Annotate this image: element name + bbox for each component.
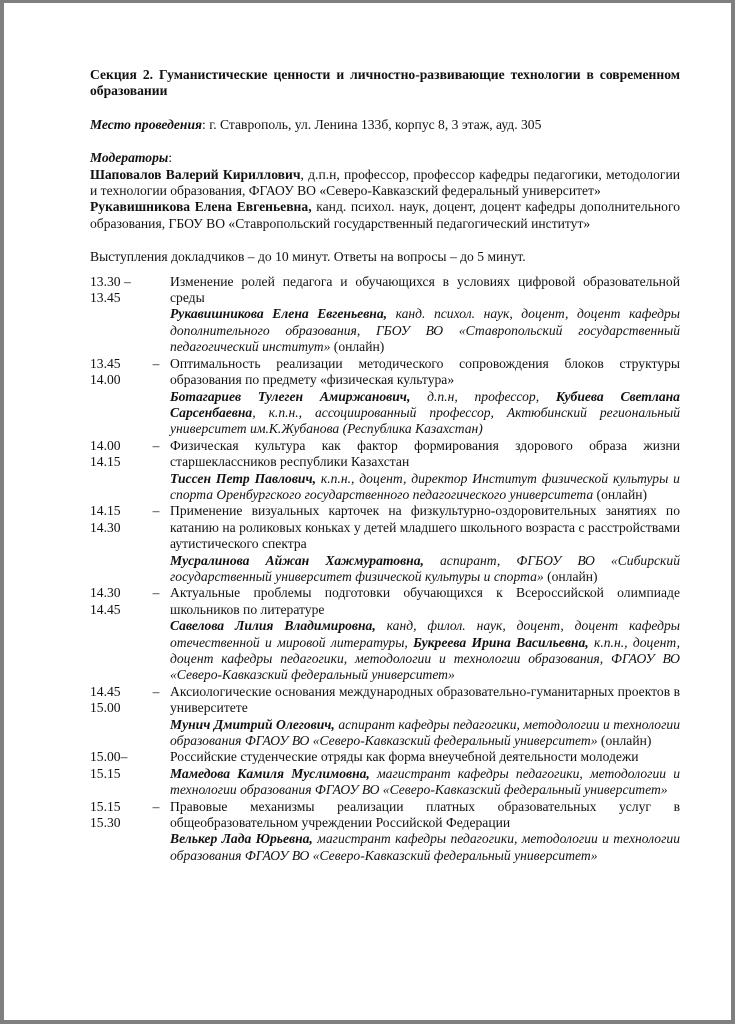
program-item — [90, 684, 680, 750]
talk-speaker — [170, 831, 680, 864]
program-item — [90, 356, 680, 438]
speaker-name: Букреева Ирина Васильевна, — [413, 634, 589, 650]
program-details — [170, 749, 680, 798]
time-start: 15.00– — [90, 749, 128, 765]
venue-line — [90, 117, 680, 133]
time-start: 13.45 — [90, 355, 121, 371]
time-dash: – — [152, 503, 160, 519]
time-end: 14.15 — [90, 454, 121, 470]
program-time — [90, 684, 142, 750]
speaker-affiliation: аспирант кафедры педагогики, методологии и технологии образования ФГАОУ ВО «Северо-Кавказский федеральный университет» — [170, 716, 680, 749]
talk-topic: Актуальные проблемы подготовки обучающихся к Всероссийской олимпиаде школьников по литературе — [170, 585, 680, 617]
time-start: 14.45 — [90, 683, 121, 699]
speaker-affiliation: , к.п.н., ассоциированный профессор, Актюбинский региональный университет им.К.Жубанова (Республика Казахстан) — [170, 404, 680, 437]
program-time — [90, 438, 142, 504]
program-time — [90, 799, 142, 865]
talk-speaker — [170, 471, 680, 504]
talk-topic: Оптимальность реализации методического сопровождения блоков структуры образования по предмету «физическая культура» — [170, 355, 680, 388]
time-dash: – — [152, 437, 160, 453]
moderator-name: Шаповалов Валерий Кириллович — [90, 166, 301, 182]
program-item — [90, 503, 680, 585]
talk-speaker — [170, 766, 680, 799]
talk-topic: Правовые механизмы реализации платных образовательных услуг в общеобразовательном учреждении Российской Федерации — [170, 798, 680, 831]
program-details — [170, 684, 680, 750]
talk-speaker — [170, 306, 680, 355]
time-start: 13.30 – — [90, 273, 131, 289]
speaker-name: Мунич Дмитрий Олегович, — [170, 716, 335, 732]
program-details — [170, 438, 680, 504]
moderator-item — [90, 199, 680, 232]
time-end: 15.00 — [90, 700, 121, 716]
speaker-affiliation: к.п.н., доцент, директор Институт физической культуры и спорта Оренбургского государственного педагогического университета — [170, 470, 680, 502]
talk-speaker — [170, 618, 680, 684]
speaker-name: Мамедова Камиля Муслимовна, — [170, 765, 370, 781]
talk-topic: Физическая культура как фактор формирования здорового образа жизни старшеклассников республики Казахстан — [170, 437, 680, 470]
document-content — [90, 67, 680, 864]
program-time — [90, 356, 142, 438]
speaker-name: Кубиева Светлана Сарсенбаевна — [170, 388, 680, 420]
program-details — [170, 585, 680, 683]
time-start: 14.00 — [90, 437, 121, 453]
moderator-item — [90, 167, 680, 200]
program-item — [90, 799, 680, 865]
speaker-affiliation: (онлайн) — [597, 733, 652, 749]
moderator-name: Рукавишникова Елена Евгеньевна, — [90, 199, 312, 215]
speaker-affiliation: (онлайн) — [543, 568, 598, 584]
venue-value: : г. Ставрополь, ул. Ленина 133б, корпус 8, 3 этаж, ауд. 305 — [202, 116, 542, 132]
speaker-name: Ботагариев Тулеген Амиржанович, — [170, 388, 411, 404]
speaker-affiliation: д.п.н, профессор, — [410, 388, 556, 404]
time-dash — [142, 749, 170, 798]
speaker-affiliation: канд, филол. наук, доцент, доцент кафедры отечественной и мировой литературы, — [170, 618, 680, 650]
talk-speaker — [170, 389, 680, 438]
program-details — [170, 799, 680, 865]
program-item — [90, 438, 680, 504]
moderators-label: Модераторы — [90, 150, 169, 166]
time-dash: – — [152, 798, 160, 814]
program-item — [90, 274, 680, 356]
time-end: 14.45 — [90, 601, 121, 617]
program-time — [90, 503, 142, 585]
speaker-affiliation: канд. психол. наук, доцент, доцент кафедры дополнительного образования, ГБОУ ВО «Ставропольский государственный педагогический институт» — [170, 306, 680, 355]
speaker-name: Мусралинова Айжан Хажмуратовна, — [170, 552, 424, 568]
time-dash: – — [152, 683, 160, 699]
speaker-name: Тиссен Петр Павлович, — [170, 470, 316, 486]
talk-speaker — [170, 553, 680, 586]
section-title: Секция 2. Гуманистические ценности и личностно-развивающие технологии в современном образовании — [90, 67, 680, 99]
document-page — [4, 3, 731, 1020]
speaker-affiliation: магистрант кафедры педагогики, методологии и технологии образования ФГАОУ ВО «Северо-Кавказский федеральный университет» — [170, 765, 681, 798]
venue-label: Место проведения — [90, 116, 203, 132]
time-start: 15.15 — [90, 798, 121, 814]
program-time — [90, 274, 142, 356]
program-time — [90, 749, 142, 798]
speaker-affiliation: (онлайн) — [593, 486, 648, 502]
talk-topic: Российские студенческие отряды как форма внеучебной деятельности молодежи — [170, 749, 639, 765]
speaker-name: Савелова Лилия Владимировна, — [170, 618, 376, 634]
moderator-details: канд. психол. наук, доцент, доцент кафедры дополнительного образования, ГБОУ ВО «Ставропольский государственный педагогический институт» — [90, 199, 680, 231]
rules-line: Выступления докладчиков – до 10 минут. Ответы на вопросы – до 5 минут. — [90, 249, 526, 265]
speaker-name: Велькер Лада Юрьевна, — [170, 831, 313, 847]
speaker-affiliation: к.п.н., доцент, доцент кафедры педагогики, методологии и технологии образования, ФГАОУ ВО «Северо-Кавказский федеральный университет» — [170, 634, 680, 683]
talk-topic: Аксиологические основания международных образовательно-гуманитарных проектов в университете — [170, 683, 680, 716]
program-details — [170, 356, 680, 438]
moderator-details: , д.п.н, профессор, профессор кафедры педагогики, методологии и технологии образования, ФГАОУ ВО «Северо-Кавказский федеральный университет» — [90, 166, 680, 199]
time-dash: – — [152, 585, 160, 601]
time-end: 13.45 — [90, 290, 121, 306]
moderators-block — [90, 150, 680, 232]
program-details — [170, 274, 680, 356]
program-time — [90, 585, 142, 683]
time-dash: – — [152, 355, 160, 371]
speaker-name: Рукавишникова Елена Евгеньевна, — [170, 306, 388, 322]
talk-topic: Применение визуальных карточек на физкультурно-оздоровительных занятиях по катанию на роликовых коньках у детей младшего школьного возраста с расстройствами аутистического спектра — [170, 503, 680, 552]
moderators-heading: Модераторы: — [90, 150, 173, 166]
talk-topic: Изменение ролей педагога и обучающихся в условиях цифровой образовательной среды — [170, 273, 680, 306]
time-dash — [142, 274, 170, 356]
time-end: 14.30 — [90, 519, 121, 535]
program-item — [90, 585, 680, 683]
time-start: 14.15 — [90, 503, 121, 519]
time-end: 15.30 — [90, 815, 121, 831]
speaker-affiliation: аспирант, ФГБОУ ВО «Сибирский государственный университет физической культуры и спорта» — [170, 552, 681, 584]
program-list — [90, 274, 680, 865]
time-end: 15.15 — [90, 765, 121, 781]
speaker-affiliation: магистрант кафедры педагогики, методологии и технологии образования ФГАОУ ВО «Северо-Кавказский федеральный университет» — [170, 831, 680, 863]
time-end: 14.00 — [90, 372, 121, 388]
time-start: 14.30 — [90, 585, 121, 601]
speaker-affiliation: (онлайн) — [330, 339, 385, 355]
program-item — [90, 749, 680, 798]
program-details — [170, 503, 680, 585]
talk-speaker — [170, 717, 680, 750]
